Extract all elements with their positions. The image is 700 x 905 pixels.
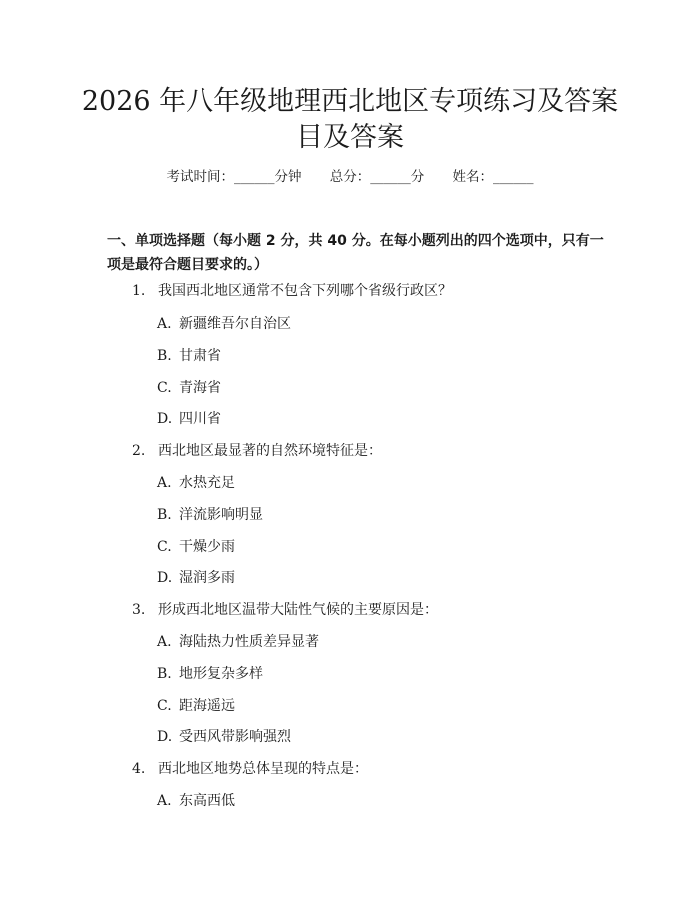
option-text: 受西风带影响强烈: [179, 729, 291, 745]
question: [132, 441, 382, 461]
option-letter: A.: [157, 634, 172, 650]
option-text: 甘肃省: [179, 348, 221, 364]
option: [157, 727, 291, 747]
question-text: 西北地区地势总体呈现的特点是：: [158, 761, 368, 777]
option: [157, 473, 235, 493]
option-letter: C.: [157, 539, 172, 555]
option: [157, 537, 235, 557]
option-text: 水热充足: [179, 475, 235, 491]
option-letter: D.: [157, 570, 173, 586]
document-title-line-2: 目及答案: [296, 122, 404, 153]
question: [132, 759, 368, 779]
option: [157, 314, 291, 334]
section-heading: 一、单项选择题（每小题 2 分，共 40 分。在每小题列出的四个选项中，只有一项是最符合题目要求的。）: [107, 233, 604, 273]
option-text: 干燥少雨: [179, 539, 235, 555]
option-letter: B.: [157, 507, 172, 523]
question-number: 3.: [132, 602, 146, 618]
option-letter: B.: [157, 666, 172, 682]
option: [157, 409, 221, 429]
option-text: 东高西低: [179, 793, 235, 809]
option: [157, 664, 263, 684]
option-text: 新疆维吾尔自治区: [179, 316, 291, 332]
option: [157, 505, 263, 525]
question-number: 1.: [132, 283, 146, 299]
option-text: 距海遥远: [179, 698, 235, 714]
option-text: 湿润多雨: [179, 570, 235, 586]
option: [157, 632, 319, 652]
question-text: 我国西北地区通常不包含下列哪个省级行政区？: [158, 283, 452, 299]
option: [157, 696, 235, 716]
option: [157, 378, 221, 398]
option-text: 地形复杂多样: [179, 666, 263, 682]
option-letter: A.: [157, 475, 172, 491]
option-letter: D.: [157, 411, 173, 427]
option-text: 青海省: [179, 380, 221, 396]
document-title-line-1: 2026 年八年级地理西北地区专项练习及答案: [81, 86, 619, 117]
question-number: 4.: [132, 761, 146, 777]
exam-total-score: 总分：______分: [329, 169, 425, 185]
option: [157, 346, 221, 366]
question: [132, 281, 452, 301]
option: [157, 791, 235, 811]
question-text: 形成西北地区温带大陆性气候的主要原因是：: [158, 602, 438, 618]
option-letter: D.: [157, 729, 173, 745]
question-text: 西北地区最显著的自然环境特征是：: [158, 443, 382, 459]
option-letter: C.: [157, 698, 172, 714]
option-letter: A.: [157, 316, 172, 332]
exam-meta: [0, 167, 700, 187]
option-letter: C.: [157, 380, 172, 396]
student-name: 姓名：______: [452, 169, 534, 185]
option-text: 四川省: [179, 411, 221, 427]
option-letter: B.: [157, 348, 172, 364]
option: [157, 568, 235, 588]
exam-time: 考试时间：______分钟: [166, 169, 302, 185]
option-letter: A.: [157, 793, 172, 809]
question: [132, 600, 438, 620]
question-number: 2.: [132, 443, 146, 459]
option-text: 洋流影响明显: [179, 507, 263, 523]
option-text: 海陆热力性质差异显著: [179, 634, 319, 650]
